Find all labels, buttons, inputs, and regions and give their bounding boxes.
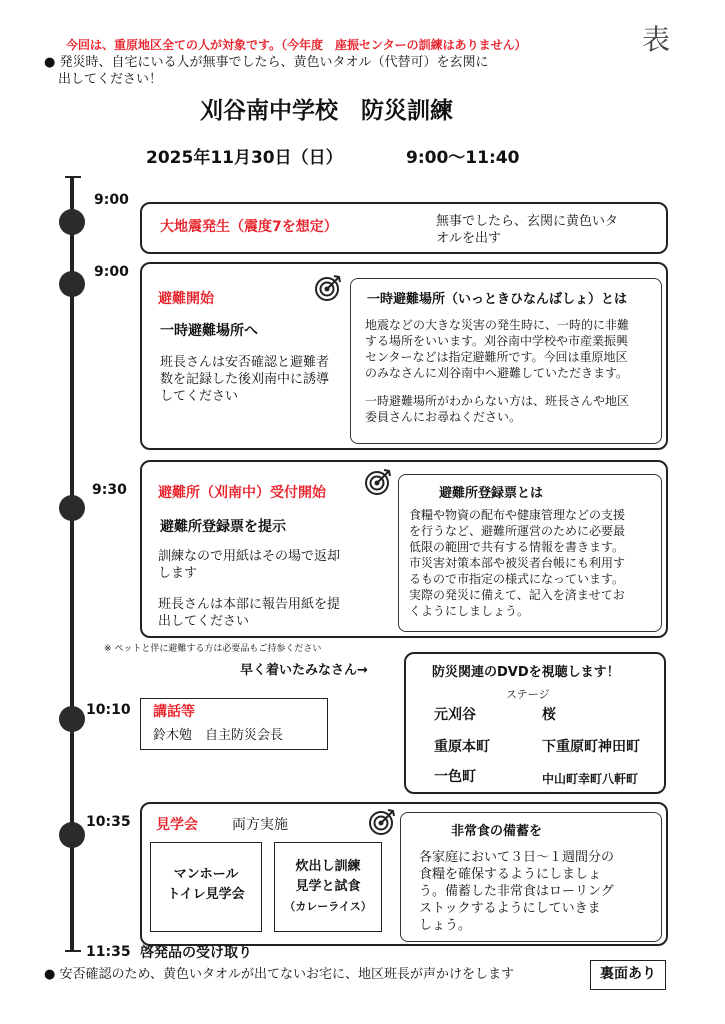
footer-bullet (44, 966, 514, 983)
timeline-tick-bottom (65, 950, 81, 952)
dvd-group: 下重原町神田町 (542, 739, 640, 755)
info-line: を行うなど、避難所運営のために必要最 (409, 524, 626, 538)
time-label: 10:35 (86, 814, 131, 830)
event-tour-title: 見学会 (156, 817, 198, 833)
pet-note: ※ ペットと伴に避難する方は必要品もご持参ください (104, 644, 322, 654)
info-title: 避難所登録票とは (439, 486, 544, 501)
event-earthquake (140, 202, 668, 254)
bullet-line1: 発災時、自宅にいる人が無事でしたら、黄色いタオル（代替可）を玄関に (59, 55, 489, 70)
event-reception (140, 460, 668, 638)
event-tour (140, 802, 668, 946)
event-tour-subtitle: 両方実施 (232, 817, 288, 833)
card-line: 見学と試食 (295, 879, 361, 894)
info-title: 一時避難場所（いっときひなんばしょ）とは (367, 292, 628, 307)
time-label: 9:00 (94, 264, 129, 280)
page-title: 刈谷南中学校 防災訓練 (200, 98, 453, 124)
info-line: くようにしましょう。 (409, 604, 530, 618)
info-body (409, 507, 659, 619)
info-line: しょう。 (419, 918, 472, 933)
bullet-dot-icon: ● (44, 967, 56, 982)
info-line: う。備蓄した非常食はローリング (419, 884, 614, 899)
info-body (365, 317, 657, 381)
desc-line: してください (160, 389, 239, 404)
card-line: （カレーライス） (284, 900, 372, 913)
card-text (151, 865, 261, 905)
desc-line: 班長さんは安否確認と避難者 (160, 355, 330, 370)
info-title: 非常食の備蓄を (451, 824, 543, 839)
event-earthquake-note (436, 213, 658, 247)
info-body-2 (365, 393, 657, 425)
card-line: マンホール (173, 867, 239, 882)
dvd-title: 防災関連のDVDを視聴します！ (432, 665, 620, 680)
time-label: 9:30 (92, 482, 127, 498)
event-evacuation-subtitle: 一時避難場所へ (160, 323, 258, 339)
event-evacuation-desc (160, 354, 360, 405)
bullet-line2: 出してください！ (58, 72, 163, 87)
event-goods-title: 啓発品の受け取り (140, 945, 252, 961)
desc-line: 数を記録した後刈南中に誘導 (160, 372, 330, 387)
target-icon (364, 468, 392, 496)
target-icon (368, 808, 396, 836)
info-line: 各家庭において３日～１週間分の (419, 850, 615, 865)
info-line: 一時避難場所がわからない方は、班長さんや地区 (365, 394, 630, 408)
info-line: るもので市指定の様式になっています。 (409, 572, 625, 586)
bullet-dot-icon: ● (44, 55, 56, 70)
info-body (419, 849, 655, 934)
dvd-group: 中山町幸町八軒町 (542, 772, 639, 786)
info-line: 市災害対策本部や被災者台帳にも利用す (409, 556, 626, 570)
dvd-group: 桜 (542, 707, 556, 723)
info-temporary-shelter (350, 278, 662, 444)
event-evacuation (140, 262, 668, 450)
card-cooking-drill (274, 842, 382, 932)
back-side-badge: 裏面あり (590, 960, 666, 990)
card-manhole-toilet (150, 842, 262, 932)
dvd-group: 元刈谷 (434, 707, 476, 723)
info-line: する場所をいいます。刈谷南中学校や市産業振興 (365, 334, 629, 348)
event-lecture-title: 講話等 (153, 704, 195, 720)
event-date: 2025年11月30日（日） (146, 148, 343, 168)
bullet-notice (44, 54, 604, 88)
note-line1: 無事でしたら、玄関に黄色いタ (436, 214, 619, 229)
timeline-dot (59, 271, 85, 297)
stage-label: ステージ (506, 688, 550, 701)
info-registration-form (398, 474, 662, 632)
note-line2: オルを出す (436, 231, 502, 246)
event-earthquake-title: 大地震発生（震度7を想定） (160, 219, 338, 235)
info-line: 実際の発災に備えて、記入を済ませてお (409, 588, 625, 602)
dvd-group: 一色町 (434, 769, 476, 785)
info-line: 低限の範囲で共有する情報を書きます。 (409, 540, 625, 554)
desc-line: します (158, 566, 198, 581)
dvd-box (404, 652, 666, 794)
timeline-dot (59, 209, 85, 235)
desc-line: 班長さんは本部に報告用紙を提 (158, 597, 341, 612)
timeline-tick-top (65, 176, 81, 178)
info-emergency-food (400, 812, 662, 942)
time-label: 9:00 (94, 192, 129, 208)
event-reception-desc-2 (158, 596, 378, 630)
dvd-arrow-text: 早く着いたみなさん→ (240, 663, 368, 678)
target-icon (314, 274, 342, 302)
event-time-range: 9:00～11:40 (406, 148, 520, 168)
card-line: トイレ見学会 (167, 887, 245, 902)
info-line: 食糧や物資の配布や健康管理などの支援 (409, 508, 626, 522)
info-line: センターなどは指定避難所です。今回は重原地区 (365, 350, 628, 364)
desc-line: 出してください (158, 614, 250, 629)
desc-line: 訓練なので用紙はその場で返却 (158, 549, 341, 564)
info-line: 委員さんにお尋ねください。 (365, 410, 522, 424)
event-lecture-speaker: 鈴木勉 自主防災会長 (153, 728, 284, 743)
info-line: のみなさんに刈谷南中へ避難していただきます。 (365, 366, 629, 380)
event-reception-title: 避難所（刈南中）受付開始 (158, 485, 326, 501)
card-text (275, 857, 381, 917)
timeline-dot (59, 706, 85, 732)
timeline-dot (59, 495, 85, 521)
event-lecture (140, 698, 328, 750)
timeline-dot (59, 822, 85, 848)
info-line: ストックするようにしていきま (419, 901, 601, 916)
info-line: 食糧を確保するようにしましょ (419, 867, 602, 882)
time-label: 10:10 (86, 702, 131, 718)
notice-red: 今回は、重原地区全ての人が対象です。（今年度 座振センターの訓練はありません） (66, 38, 527, 52)
event-evacuation-title: 避難開始 (158, 291, 214, 307)
footer-bullet-text: 安否確認のため、黄色いタオルが出てないお宅に、地区班長が声かけをします (59, 967, 514, 982)
card-line: 炊出し訓練 (295, 859, 361, 874)
handwritten-mark: 表 (642, 23, 671, 56)
info-line: 地震などの大きな災害の発生時に、一時的に非難 (365, 318, 630, 332)
event-reception-subtitle: 避難所登録票を提示 (160, 519, 286, 535)
event-reception-desc (158, 548, 378, 582)
dvd-group: 重原本町 (434, 739, 490, 755)
time-label: 11:35 (86, 944, 131, 960)
